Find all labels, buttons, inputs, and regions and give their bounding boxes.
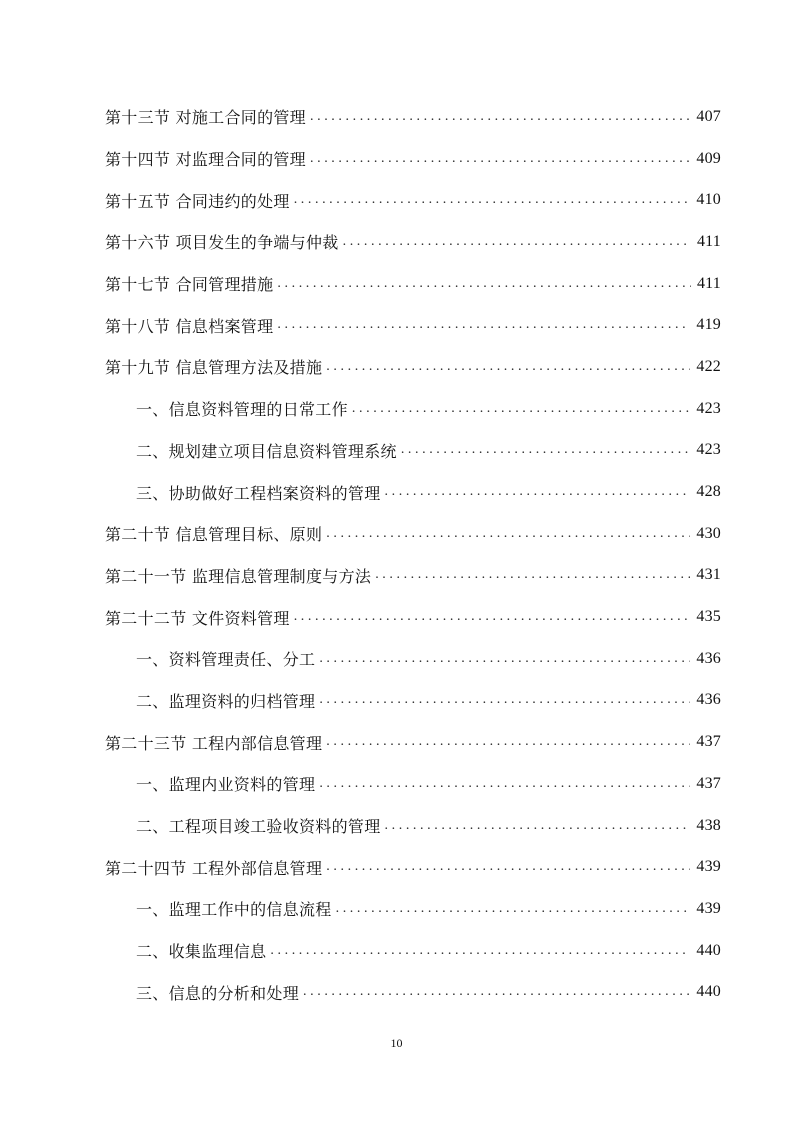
toc-subentry[interactable] <box>0 888 793 930</box>
toc-dot-leader <box>401 440 691 460</box>
toc-subentry[interactable] <box>0 680 793 722</box>
toc-dot-leader <box>319 690 690 710</box>
toc-entry-page: 430 <box>696 524 721 542</box>
toc-subentry-title: 三、信息的分析和处理 <box>136 983 300 1003</box>
toc-entry-title: 第十七节 合同管理措施 <box>105 275 274 295</box>
toc-subentry-page: 436 <box>696 649 721 667</box>
toc-subentry[interactable] <box>0 930 793 972</box>
toc-dot-leader <box>326 357 690 377</box>
toc-entry[interactable] <box>0 304 793 346</box>
toc-entry-page: 439 <box>696 858 721 876</box>
toc-entry[interactable] <box>0 513 793 555</box>
toc-entry-title: 第二十节 信息管理目标、原则 <box>105 525 323 545</box>
toc-subentry-page: 437 <box>696 774 721 792</box>
toc-dot-leader <box>385 816 691 836</box>
toc-subentry[interactable] <box>0 805 793 847</box>
toc-entry-title: 第十八节 信息档案管理 <box>105 316 274 336</box>
toc-subentry-page: 440 <box>696 941 721 959</box>
toc-subentry-page: 440 <box>696 983 721 1001</box>
toc-dot-leader <box>310 149 690 169</box>
toc-entry-title: 第十五节 合同违约的处理 <box>105 191 290 211</box>
toc-entry-title: 第十九节 信息管理方法及措施 <box>105 358 323 378</box>
page-number: 10 <box>390 1036 403 1050</box>
toc-subentry[interactable] <box>0 638 793 680</box>
toc-subentry-title: 一、监理内业资料的管理 <box>136 775 316 795</box>
toc-dot-leader <box>326 524 690 544</box>
toc-entry-page: 431 <box>696 566 721 584</box>
toc-dot-leader <box>326 857 690 877</box>
toc-dot-leader <box>294 190 691 210</box>
toc-entry-page: 435 <box>696 608 721 626</box>
toc-entry[interactable] <box>0 221 793 263</box>
toc-subentry-title: 一、信息资料管理的日常工作 <box>136 400 348 420</box>
toc-dot-leader <box>336 899 691 919</box>
toc-entry-title: 第十四节 对监理合同的管理 <box>105 150 306 170</box>
toc-subentry-page: 423 <box>696 399 721 417</box>
toc-entry[interactable] <box>0 596 793 638</box>
toc-entry-page: 409 <box>696 149 721 167</box>
toc-dot-leader <box>277 274 691 294</box>
toc-subentry-page: 438 <box>696 816 721 834</box>
table-of-contents <box>0 96 793 1013</box>
toc-entry-page: 437 <box>696 733 721 751</box>
toc-entry[interactable] <box>0 721 793 763</box>
toc-dot-leader <box>319 774 690 794</box>
toc-subentry-title: 二、收集监理信息 <box>136 942 267 962</box>
toc-entry[interactable] <box>0 846 793 888</box>
toc-entry-page: 411 <box>696 274 721 292</box>
toc-entry[interactable] <box>0 179 793 221</box>
toc-dot-leader <box>385 482 691 502</box>
toc-subentry-title: 二、规划建立项目信息资料管理系统 <box>136 441 397 461</box>
toc-entry[interactable] <box>0 346 793 388</box>
toc-subentry-title: 二、监理资料的归档管理 <box>136 691 316 711</box>
toc-dot-leader <box>277 315 690 335</box>
toc-subentry-page: 428 <box>696 483 721 501</box>
toc-entry-title: 第十六节 项目发生的争端与仲裁 <box>105 233 339 253</box>
toc-dot-leader <box>270 941 690 961</box>
toc-subentry-title: 一、资料管理责任、分工 <box>136 650 316 670</box>
toc-entry-page: 422 <box>696 357 721 375</box>
toc-dot-leader <box>326 732 690 752</box>
toc-dot-leader <box>375 565 690 585</box>
toc-dot-leader <box>319 649 690 669</box>
toc-entry-title: 第二十二节 文件资料管理 <box>105 608 290 628</box>
toc-dot-leader <box>343 232 691 252</box>
toc-dot-leader <box>294 607 691 627</box>
toc-subentry[interactable] <box>0 388 793 430</box>
toc-dot-leader <box>303 982 690 1002</box>
toc-entry-title: 第二十四节 工程外部信息管理 <box>105 858 323 878</box>
toc-entry[interactable] <box>0 96 793 138</box>
toc-entry-page: 411 <box>696 232 721 250</box>
toc-entry-title: 第二十三节 工程内部信息管理 <box>105 733 323 753</box>
toc-entry-page: 410 <box>696 191 721 209</box>
toc-subentry-page: 439 <box>696 899 721 917</box>
toc-dot-leader <box>310 107 690 127</box>
toc-subentry[interactable] <box>0 971 793 1013</box>
toc-subentry[interactable] <box>0 430 793 472</box>
toc-dot-leader <box>352 399 690 419</box>
toc-entry-page: 419 <box>696 316 721 334</box>
toc-entry-title: 第十三节 对施工合同的管理 <box>105 108 306 128</box>
toc-subentry[interactable] <box>0 471 793 513</box>
toc-entry[interactable] <box>0 263 793 305</box>
toc-subentry-title: 三、协助做好工程档案资料的管理 <box>136 483 381 503</box>
toc-subentry-title: 二、工程项目竣工验收资料的管理 <box>136 817 381 837</box>
toc-subentry-page: 423 <box>696 441 721 459</box>
toc-subentry-title: 一、监理工作中的信息流程 <box>136 900 332 920</box>
toc-subentry-page: 436 <box>696 691 721 709</box>
toc-entry[interactable] <box>0 555 793 597</box>
toc-subentry[interactable] <box>0 763 793 805</box>
toc-entry-title: 第二十一节 监理信息管理制度与方法 <box>105 566 372 586</box>
toc-entry-page: 407 <box>696 107 721 125</box>
toc-entry[interactable] <box>0 138 793 180</box>
